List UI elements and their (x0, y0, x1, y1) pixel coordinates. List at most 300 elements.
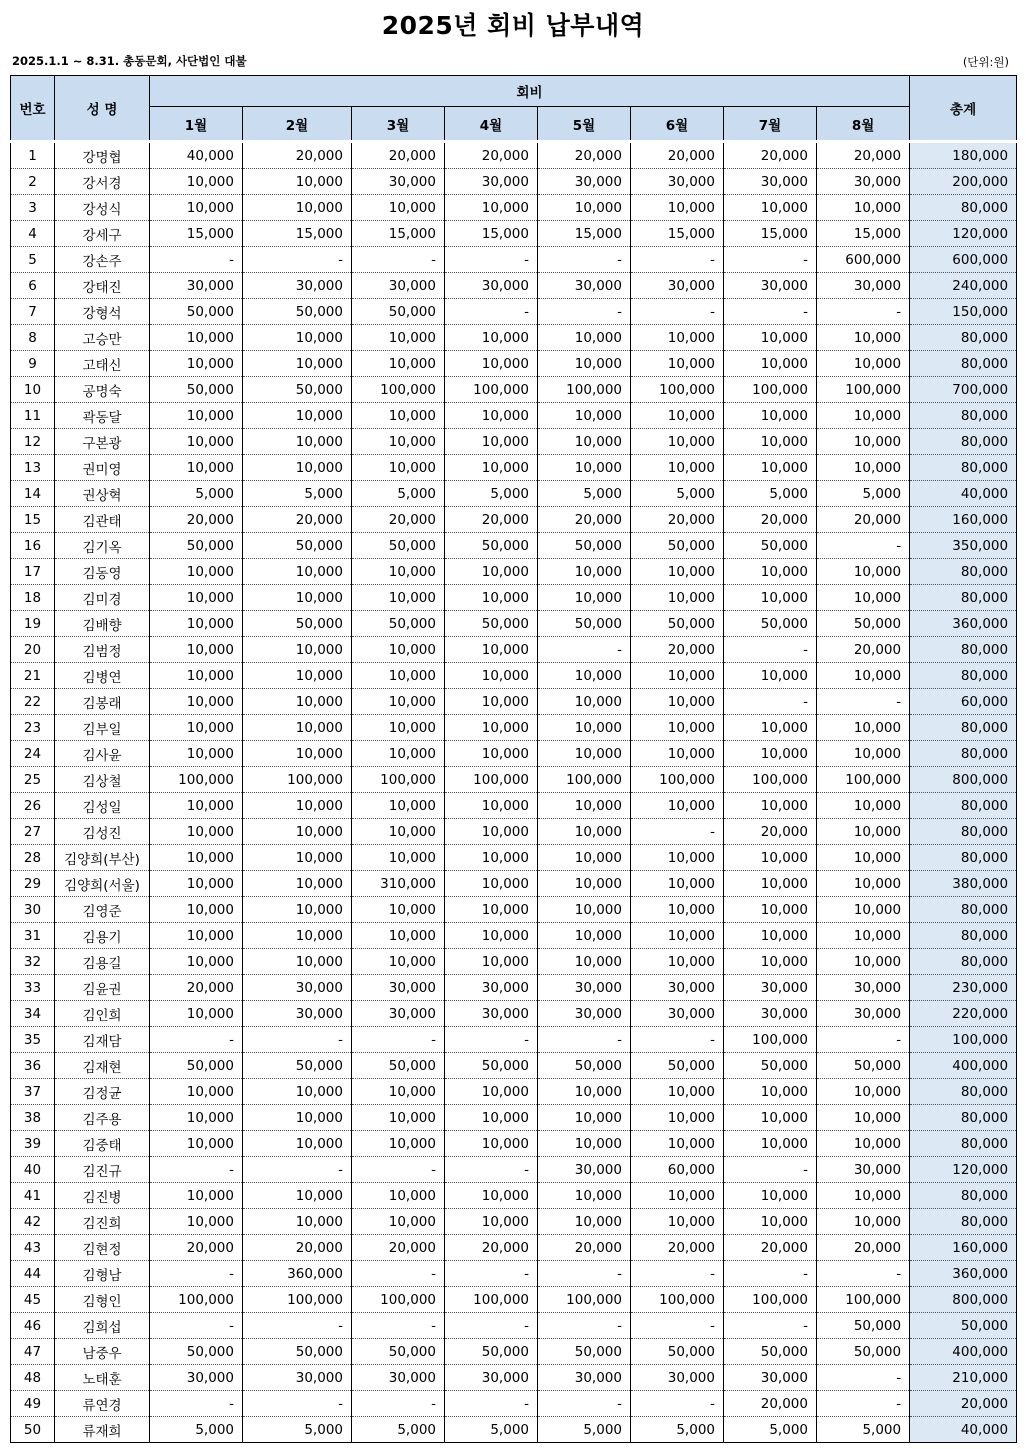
table-row (11, 715, 1017, 741)
month-amount: 10,000 (631, 871, 724, 897)
row-number: 49 (11, 1391, 55, 1417)
month-amount: 10,000 (538, 403, 631, 429)
month-amount: 50,000 (631, 533, 724, 559)
row-total: 800,000 (910, 767, 1017, 793)
month-amount: 5,000 (150, 1417, 243, 1443)
month-amount: - (724, 247, 817, 273)
month-amount: 10,000 (352, 637, 445, 663)
month-amount: 50,000 (150, 1339, 243, 1365)
month-amount: 10,000 (243, 455, 352, 481)
month-amount: 10,000 (150, 923, 243, 949)
month-amount: 10,000 (445, 741, 538, 767)
member-name: 김양희(부산) (55, 845, 150, 871)
month-amount: 50,000 (243, 533, 352, 559)
unit-label: (단위:원) (962, 55, 1009, 69)
row-total: 220,000 (910, 1001, 1017, 1027)
month-amount: 10,000 (631, 559, 724, 585)
month-amount: 30,000 (352, 1001, 445, 1027)
month-amount: 10,000 (352, 741, 445, 767)
table-row (11, 1391, 1017, 1417)
month-amount: 15,000 (538, 221, 631, 247)
month-amount: 10,000 (631, 585, 724, 611)
month-amount: 10,000 (538, 949, 631, 975)
month-amount: 10,000 (817, 871, 910, 897)
month-amount: 10,000 (150, 1105, 243, 1131)
table-row (11, 637, 1017, 663)
month-amount: 10,000 (150, 897, 243, 923)
month-amount: 10,000 (150, 325, 243, 351)
month-amount: 5,000 (631, 1417, 724, 1443)
period-subtitle: 2025.1.1 ~ 8.31. 총동문회, 사단법인 대불 (12, 54, 247, 68)
table-row (11, 1339, 1017, 1365)
month-amount: - (352, 1157, 445, 1183)
member-name: 김동영 (55, 559, 150, 585)
month-amount: - (631, 1261, 724, 1287)
table-row (11, 481, 1017, 507)
month-amount: 10,000 (538, 325, 631, 351)
month-amount: 50,000 (724, 1053, 817, 1079)
header-month: 7월 (724, 107, 817, 142)
member-name: 김형남 (55, 1261, 150, 1287)
row-number: 35 (11, 1027, 55, 1053)
month-amount: 10,000 (538, 923, 631, 949)
month-amount: 10,000 (243, 741, 352, 767)
month-amount: 10,000 (817, 741, 910, 767)
row-number: 4 (11, 221, 55, 247)
month-amount: 30,000 (445, 975, 538, 1001)
month-amount: 10,000 (817, 663, 910, 689)
month-amount: 10,000 (724, 351, 817, 377)
row-total: 180,000 (910, 142, 1017, 169)
row-total: 360,000 (910, 1261, 1017, 1287)
month-amount: 50,000 (445, 611, 538, 637)
row-total: 80,000 (910, 429, 1017, 455)
month-amount: 600,000 (817, 247, 910, 273)
month-amount: - (538, 247, 631, 273)
month-amount: 100,000 (724, 767, 817, 793)
month-amount: 50,000 (817, 1313, 910, 1339)
month-amount: 10,000 (243, 1105, 352, 1131)
table-row (11, 1183, 1017, 1209)
month-amount: 10,000 (817, 455, 910, 481)
table-row (11, 1027, 1017, 1053)
table-row (11, 221, 1017, 247)
month-amount: - (445, 247, 538, 273)
member-name: 고태신 (55, 351, 150, 377)
row-number: 1 (11, 142, 55, 169)
month-amount: 30,000 (817, 1001, 910, 1027)
month-amount: 30,000 (538, 169, 631, 195)
month-amount: 20,000 (352, 1235, 445, 1261)
row-total: 80,000 (910, 819, 1017, 845)
month-amount: 50,000 (352, 1339, 445, 1365)
row-total: 210,000 (910, 1365, 1017, 1391)
row-number: 32 (11, 949, 55, 975)
header-month: 2월 (243, 107, 352, 142)
month-amount: 10,000 (352, 403, 445, 429)
table-row (11, 741, 1017, 767)
member-name: 김진희 (55, 1209, 150, 1235)
page-title: 2025년 회비 납부내역 (381, 11, 645, 40)
month-amount: 15,000 (352, 221, 445, 247)
month-amount: 50,000 (631, 611, 724, 637)
month-amount: 10,000 (631, 949, 724, 975)
table-row (11, 1417, 1017, 1443)
month-amount: - (538, 1391, 631, 1417)
month-amount: 10,000 (445, 1131, 538, 1157)
row-total: 160,000 (910, 1235, 1017, 1261)
month-amount: 100,000 (538, 767, 631, 793)
row-number: 14 (11, 481, 55, 507)
month-amount: 10,000 (150, 793, 243, 819)
month-amount: - (352, 1313, 445, 1339)
row-total: 80,000 (910, 1183, 1017, 1209)
month-amount: 10,000 (631, 325, 724, 351)
month-amount: 30,000 (243, 975, 352, 1001)
month-amount: 15,000 (817, 221, 910, 247)
month-amount: 30,000 (538, 1001, 631, 1027)
month-amount: 10,000 (445, 793, 538, 819)
month-amount: 15,000 (724, 221, 817, 247)
month-amount: 30,000 (817, 975, 910, 1001)
month-amount: 20,000 (445, 507, 538, 533)
month-amount: 30,000 (445, 1365, 538, 1391)
month-amount: 10,000 (817, 1105, 910, 1131)
row-number: 12 (11, 429, 55, 455)
row-total: 40,000 (910, 1417, 1017, 1443)
month-amount: 10,000 (243, 845, 352, 871)
month-amount: 20,000 (150, 507, 243, 533)
month-amount: 10,000 (352, 1131, 445, 1157)
month-amount: - (243, 1313, 352, 1339)
month-amount: 10,000 (243, 403, 352, 429)
member-name: 김현정 (55, 1235, 150, 1261)
month-amount: - (817, 1261, 910, 1287)
month-amount: 30,000 (631, 273, 724, 299)
month-amount: 10,000 (817, 949, 910, 975)
row-total: 80,000 (910, 897, 1017, 923)
month-amount: 100,000 (724, 1287, 817, 1313)
month-amount: 10,000 (445, 715, 538, 741)
table-row (11, 611, 1017, 637)
header-dues-group: 회비 (150, 76, 910, 107)
row-number: 16 (11, 533, 55, 559)
month-amount: - (817, 1391, 910, 1417)
member-name: 강세구 (55, 221, 150, 247)
row-total: 150,000 (910, 299, 1017, 325)
month-amount: 10,000 (724, 1209, 817, 1235)
table-row (11, 845, 1017, 871)
table-row (11, 1079, 1017, 1105)
month-amount: 10,000 (724, 845, 817, 871)
month-amount: 30,000 (243, 1365, 352, 1391)
member-name: 김배향 (55, 611, 150, 637)
month-amount: 10,000 (817, 897, 910, 923)
month-amount: 10,000 (538, 1183, 631, 1209)
month-amount: 10,000 (817, 403, 910, 429)
month-amount: 10,000 (538, 429, 631, 455)
member-name: 김중태 (55, 1131, 150, 1157)
month-amount: - (631, 1313, 724, 1339)
month-amount: 20,000 (724, 1235, 817, 1261)
month-amount: 30,000 (445, 273, 538, 299)
month-amount: 10,000 (724, 949, 817, 975)
month-amount: 10,000 (631, 429, 724, 455)
month-amount: 5,000 (631, 481, 724, 507)
month-amount: 10,000 (724, 1131, 817, 1157)
month-amount: 10,000 (445, 1209, 538, 1235)
row-total: 80,000 (910, 351, 1017, 377)
month-amount: 5,000 (352, 1417, 445, 1443)
month-amount: 20,000 (724, 1391, 817, 1417)
month-amount: 10,000 (243, 897, 352, 923)
row-total: 230,000 (910, 975, 1017, 1001)
row-number: 48 (11, 1365, 55, 1391)
month-amount: - (150, 247, 243, 273)
month-amount: 10,000 (243, 1209, 352, 1235)
month-amount: 10,000 (631, 793, 724, 819)
row-total: 350,000 (910, 533, 1017, 559)
month-amount: 15,000 (631, 221, 724, 247)
row-number: 22 (11, 689, 55, 715)
table-row (11, 871, 1017, 897)
month-amount: 10,000 (631, 1079, 724, 1105)
member-name: 김양희(서울) (55, 871, 150, 897)
header-month: 3월 (352, 107, 445, 142)
month-amount: 20,000 (538, 1235, 631, 1261)
month-amount: 10,000 (538, 819, 631, 845)
month-amount: 10,000 (150, 1131, 243, 1157)
month-amount: 50,000 (538, 611, 631, 637)
month-amount: 50,000 (352, 533, 445, 559)
month-amount: 10,000 (243, 819, 352, 845)
month-amount: 50,000 (352, 299, 445, 325)
month-amount: 10,000 (243, 663, 352, 689)
month-amount: 50,000 (538, 1339, 631, 1365)
month-amount: 10,000 (817, 715, 910, 741)
month-amount: 360,000 (243, 1261, 352, 1287)
month-amount: 10,000 (445, 871, 538, 897)
table-row (11, 273, 1017, 299)
month-amount: 10,000 (243, 351, 352, 377)
month-amount: 10,000 (724, 403, 817, 429)
table-row (11, 1001, 1017, 1027)
month-amount: 30,000 (817, 169, 910, 195)
row-number: 15 (11, 507, 55, 533)
month-amount: 10,000 (631, 1131, 724, 1157)
month-amount: 50,000 (817, 1053, 910, 1079)
month-amount: 20,000 (817, 1235, 910, 1261)
month-amount: 10,000 (150, 949, 243, 975)
month-amount: 10,000 (538, 559, 631, 585)
month-amount: 30,000 (631, 975, 724, 1001)
month-amount: 10,000 (538, 689, 631, 715)
month-amount: - (243, 1157, 352, 1183)
month-amount: 10,000 (724, 1105, 817, 1131)
month-amount: 10,000 (631, 195, 724, 221)
month-amount: 20,000 (631, 142, 724, 169)
row-number: 30 (11, 897, 55, 923)
row-total: 100,000 (910, 1027, 1017, 1053)
month-amount: 20,000 (631, 637, 724, 663)
month-amount: 50,000 (817, 1339, 910, 1365)
month-amount: 50,000 (538, 533, 631, 559)
row-number: 6 (11, 273, 55, 299)
month-amount: 30,000 (817, 1157, 910, 1183)
month-amount: 20,000 (724, 819, 817, 845)
row-total: 80,000 (910, 1105, 1017, 1131)
month-amount: - (445, 1313, 538, 1339)
month-amount: 30,000 (538, 1365, 631, 1391)
month-amount: 15,000 (445, 221, 538, 247)
month-amount: 50,000 (352, 1053, 445, 1079)
month-amount: 10,000 (150, 351, 243, 377)
month-amount: 10,000 (352, 923, 445, 949)
month-amount: 20,000 (817, 142, 910, 169)
month-amount: 100,000 (817, 1287, 910, 1313)
month-amount: 10,000 (445, 845, 538, 871)
row-total: 120,000 (910, 1157, 1017, 1183)
row-total: 600,000 (910, 247, 1017, 273)
month-amount: - (724, 637, 817, 663)
month-amount: 10,000 (538, 793, 631, 819)
month-amount: 10,000 (538, 845, 631, 871)
month-amount: 5,000 (445, 481, 538, 507)
member-name: 김미경 (55, 585, 150, 611)
row-number: 10 (11, 377, 55, 403)
table-row (11, 325, 1017, 351)
month-amount: 10,000 (538, 741, 631, 767)
month-amount: 10,000 (352, 455, 445, 481)
month-amount: 10,000 (631, 897, 724, 923)
table-row (11, 819, 1017, 845)
month-amount: 50,000 (150, 377, 243, 403)
month-amount: 10,000 (631, 923, 724, 949)
month-amount: 10,000 (445, 1079, 538, 1105)
month-amount: 10,000 (243, 585, 352, 611)
month-amount: 10,000 (817, 923, 910, 949)
row-number: 13 (11, 455, 55, 481)
table-row (11, 949, 1017, 975)
row-total: 40,000 (910, 481, 1017, 507)
month-amount: 10,000 (724, 871, 817, 897)
row-number: 18 (11, 585, 55, 611)
row-total: 160,000 (910, 507, 1017, 533)
row-total: 80,000 (910, 325, 1017, 351)
member-name: 강태진 (55, 273, 150, 299)
row-number: 33 (11, 975, 55, 1001)
month-amount: 10,000 (817, 845, 910, 871)
month-amount: 10,000 (445, 1105, 538, 1131)
row-number: 7 (11, 299, 55, 325)
month-amount: 100,000 (352, 377, 445, 403)
month-amount: 20,000 (724, 507, 817, 533)
month-amount: - (150, 1261, 243, 1287)
row-total: 80,000 (910, 845, 1017, 871)
row-number: 20 (11, 637, 55, 663)
month-amount: - (538, 299, 631, 325)
month-amount: 10,000 (243, 923, 352, 949)
header-name: 성 명 (55, 76, 150, 142)
month-amount: 10,000 (150, 559, 243, 585)
month-amount: - (631, 247, 724, 273)
row-number: 25 (11, 767, 55, 793)
month-amount: 100,000 (817, 767, 910, 793)
month-amount: 10,000 (817, 819, 910, 845)
row-total: 120,000 (910, 221, 1017, 247)
month-amount: 10,000 (150, 1001, 243, 1027)
month-amount: 10,000 (150, 1209, 243, 1235)
table-row (11, 975, 1017, 1001)
table-body (11, 142, 1017, 1443)
month-amount: 10,000 (150, 611, 243, 637)
month-amount: 10,000 (538, 871, 631, 897)
member-name: 김성진 (55, 819, 150, 845)
row-total: 380,000 (910, 871, 1017, 897)
month-amount: 30,000 (150, 1365, 243, 1391)
month-amount: 10,000 (538, 715, 631, 741)
table-row (11, 689, 1017, 715)
member-name: 김진규 (55, 1157, 150, 1183)
month-amount: 10,000 (243, 195, 352, 221)
month-amount: 50,000 (445, 1053, 538, 1079)
month-amount: 20,000 (631, 507, 724, 533)
member-name: 김영준 (55, 897, 150, 923)
month-amount: 100,000 (352, 1287, 445, 1313)
month-amount: 100,000 (631, 1287, 724, 1313)
row-total: 80,000 (910, 585, 1017, 611)
row-number: 5 (11, 247, 55, 273)
member-name: 김정균 (55, 1079, 150, 1105)
row-total: 800,000 (910, 1287, 1017, 1313)
month-amount: 30,000 (724, 975, 817, 1001)
row-total: 20,000 (910, 1391, 1017, 1417)
month-amount: - (631, 1027, 724, 1053)
month-amount: - (243, 247, 352, 273)
month-amount: 10,000 (631, 715, 724, 741)
month-amount: 10,000 (445, 559, 538, 585)
month-amount: 100,000 (352, 767, 445, 793)
month-amount: 10,000 (538, 585, 631, 611)
month-amount: - (445, 1391, 538, 1417)
month-amount: 100,000 (243, 1287, 352, 1313)
month-amount: 5,000 (538, 1417, 631, 1443)
month-amount: 30,000 (724, 1001, 817, 1027)
month-amount: 10,000 (631, 741, 724, 767)
table-row (11, 1235, 1017, 1261)
table-row (11, 559, 1017, 585)
month-amount: 10,000 (352, 663, 445, 689)
month-amount: 10,000 (352, 559, 445, 585)
row-number: 43 (11, 1235, 55, 1261)
header-month: 6월 (631, 107, 724, 142)
table-row (11, 507, 1017, 533)
month-amount: 10,000 (352, 351, 445, 377)
member-name: 김사윤 (55, 741, 150, 767)
month-amount: 10,000 (724, 1183, 817, 1209)
row-total: 80,000 (910, 741, 1017, 767)
month-amount: 50,000 (243, 299, 352, 325)
member-name: 김성일 (55, 793, 150, 819)
month-amount: 10,000 (243, 637, 352, 663)
month-amount: - (631, 1391, 724, 1417)
member-name: 김부일 (55, 715, 150, 741)
month-amount: 30,000 (445, 1001, 538, 1027)
row-number: 26 (11, 793, 55, 819)
table-row (11, 195, 1017, 221)
month-amount: 310,000 (352, 871, 445, 897)
month-amount: 10,000 (243, 1183, 352, 1209)
